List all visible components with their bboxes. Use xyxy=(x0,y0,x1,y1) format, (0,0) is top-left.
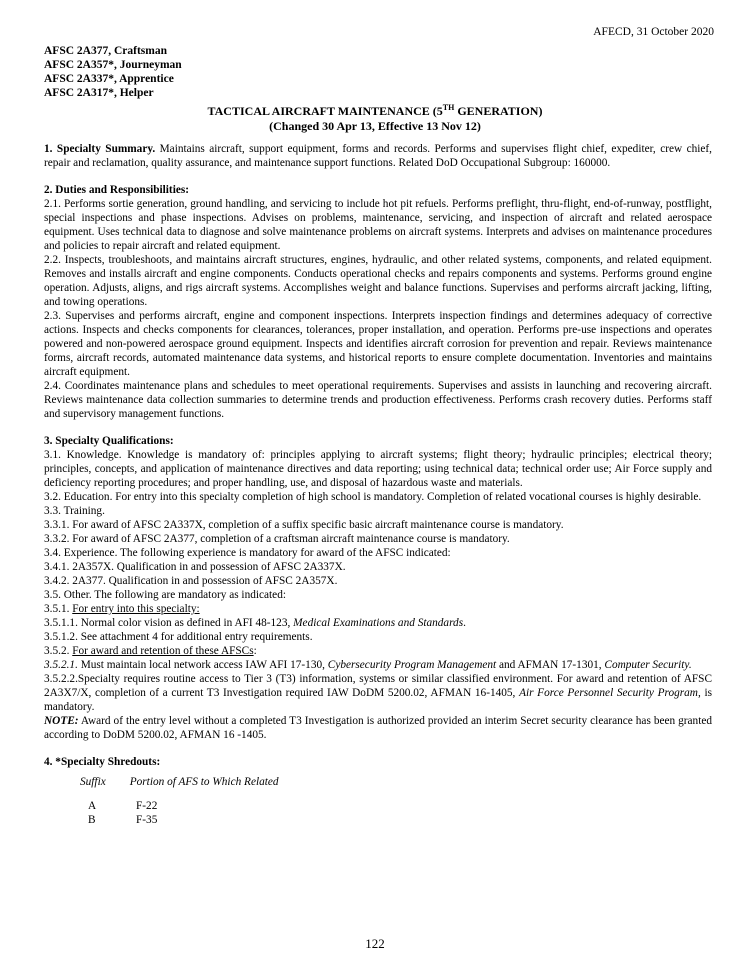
section-shredouts-heading: 4. *Specialty Shredouts: xyxy=(44,756,161,768)
qual-3-3-2: 3.3.2. For award of AFSC 2A377, completion of a craftsman aircraft maintenance course is mandatory. xyxy=(44,533,510,545)
title-main: TACTICAL AIRCRAFT MAINTENANCE (5TH GENERATION) xyxy=(207,103,543,118)
qual-3-5-1-1: 3.5.1.1. Normal color vision as defined in AFI 48-123, Medical Examinations and Standards. xyxy=(44,617,466,629)
shredout-portion: F-35 xyxy=(136,814,158,826)
section-duties-heading: 2. Duties and Responsibilities: xyxy=(44,184,190,196)
section-specialty-summary: 1. Specialty Summary. Maintains aircraft, support equipment, forms and records. Performs and supervises flight chief, expediter, crew chief, repair and reclamation, quality assurance, and maintenance support functions. Related DoD Occupational Subgroup: 160000. xyxy=(44,143,712,169)
duty-2-1: 2.1. Performs sortie generation, ground handling, and servicing to include hot pit refuels. Performs preflight, thru-flight, end-of-runway, postflight, special inspections and phase inspections. Advises on problems, maintenance, servicing, and inspection of aircraft and related aerospace equipment. Uses technical data to diagnose and solve maintenance problems on aircraft systems. Interprets and advises on maintenance procedures and policies to repair aircraft and related equipment. xyxy=(44,198,712,252)
shredout-suffix: B xyxy=(88,814,96,826)
afsc-list xyxy=(44,44,182,100)
document-title xyxy=(0,100,750,134)
qual-3-4-2: 3.4.2. 2A377. Qualification in and possession of AFSC 2A357X. xyxy=(44,575,338,587)
document-body xyxy=(44,142,712,827)
afsc-apprentice: AFSC 2A337*, Apprentice xyxy=(44,73,174,85)
qual-3-5-1-2: 3.5.1.2. See attachment 4 for additional entry requirements. xyxy=(44,631,313,643)
shredout-header-row xyxy=(80,775,712,789)
afsc-helper: AFSC 2A317*, Helper xyxy=(44,87,154,99)
shredout-suffix: A xyxy=(88,800,97,812)
qual-3-4-1: 3.4.1. 2A357X. Qualification in and possession of AFSC 2A337X. xyxy=(44,561,346,573)
qual-3-1: 3.1. Knowledge. Knowledge is mandatory of: principles applying to aircraft systems; flight theory; hydraulic principles; electrical theory; principles, concepts, and application of maintenance directives and data reporting; using technical data; technical order use; Air Force supply and deficiency reporting procedures; and proper handling, use, and disposal of hazardous waste and materials. xyxy=(44,449,712,489)
page-number: 122 xyxy=(365,936,385,951)
qual-3-5-2-2: 3.5.2.2.Specialty requires routine access to Tier 3 (T3) information, systems or similar classified environment. For award and retention of AFSC 2A3X7/X, completion of a current T3 Investigation required IAW DoDM 5200.02, AFMAN 16-1405, Air Force Personnel Security Program, is mandatory. xyxy=(44,673,712,713)
title-changed: (Changed 30 Apr 13, Effective 13 Nov 12) xyxy=(269,119,481,133)
qual-3-3-1: 3.3.1. For award of AFSC 2A337X, completion of a suffix specific basic aircraft maintenance course is mandatory. xyxy=(44,519,564,531)
duty-2-2: 2.2. Inspects, troubleshoots, and maintains aircraft structures, engines, hydraulic, and other related systems, components, and related equipment. Removes and installs aircraft and engine components. Conducts operational checks and repairs components and systems. Performs ground engine operation. Adjusts, aligns, and rigs aircraft systems. Accomplishes weight and balance functions. Supervises and performs aircraft jacking, lifting, and towing operations. xyxy=(44,254,712,308)
document-date-header: AFECD, 31 October 2020 xyxy=(593,26,714,38)
shredout-col-suffix: Suffix xyxy=(80,776,106,788)
table-row xyxy=(80,799,712,813)
qual-note: NOTE: Award of the entry level without a completed T3 Investigation is authorized provided an interim Secret security clearance has been granted according to DoDM 5200.02, AFMAN 16 -1405. xyxy=(44,715,712,741)
duty-2-4: 2.4. Coordinates maintenance plans and schedules to meet operational requirements. Supervises and assists in launching and recovering aircraft. Reviews maintenance data collection summaries to determine trends and production effectiveness. Performs crash recovery duties. Performs staff and supervisory management functions. xyxy=(44,380,712,420)
qual-3-5-2: 3.5.2. For award and retention of these AFSCs: xyxy=(44,645,257,657)
qual-3-2: 3.2. Education. For entry into this specialty completion of high school is mandatory. Completion of related vocational courses is highly desirable. xyxy=(44,491,702,503)
qual-3-4: 3.4. Experience. The following experience is mandatory for award of the AFSC indicated: xyxy=(44,547,451,559)
qual-3-5-2-1: 3.5.2.1. Must maintain local network access IAW AFI 17-130, Cybersecurity Program Management and AFMAN 17-1301, Computer Security. xyxy=(44,659,692,671)
afsc-craftsman: AFSC 2A377, Craftsman xyxy=(44,45,167,57)
afsc-journeyman: AFSC 2A357*, Journeyman xyxy=(44,59,182,71)
shredout-col-portion: Portion of AFS to Which Related xyxy=(129,776,279,788)
section-qualifications-heading: 3. Specialty Qualifications: xyxy=(44,435,174,447)
duty-2-3: 2.3. Supervises and performs aircraft, engine and component inspections. Interprets inspection findings and determines adequacy of corrective actions. Inspects and checks components for clearances, tolerances, proper installation, and operation. Performs pre-use inspections and operates powered and non-powered aerospace ground equipment. Inspects and identifies aircraft corrosion for prevention and repair. Reviews maintenance forms, aircraft records, automated maintenance data systems, and historical reports to ensure complete documentation. Inventories and maintains aircraft equipment. xyxy=(44,310,712,378)
table-row xyxy=(80,813,712,827)
shredout-portion: F-22 xyxy=(136,800,158,812)
qual-3-5-1: 3.5.1. For entry into this specialty: xyxy=(44,603,200,615)
qual-3-5: 3.5. Other. The following are mandatory as indicated: xyxy=(44,589,286,601)
qual-3-3: 3.3. Training. xyxy=(44,505,105,517)
shredout-table xyxy=(80,775,712,827)
